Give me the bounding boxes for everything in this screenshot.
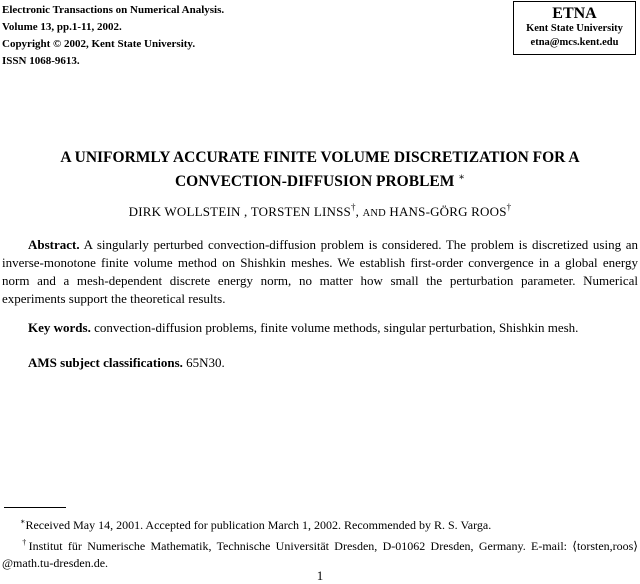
keywords-text: convection-diffusion problems, finite volume methods, singular perturbation, Shishkin mesh. xyxy=(94,320,579,335)
title-line-2-text: CONVECTION-DIFFUSION PROBLEM xyxy=(174,173,455,190)
paper-title xyxy=(0,148,640,192)
etna-box xyxy=(513,1,636,55)
title-line-1: A UNIFORMLY ACCURATE FINITE VOLUME DISCRETIZATION FOR A xyxy=(60,149,580,166)
footnote-received xyxy=(2,513,638,534)
author-separator: , xyxy=(355,204,360,219)
footnotes xyxy=(2,513,638,572)
journal-copyright: Copyright © 2002, Kent State University. xyxy=(2,38,196,50)
journal-volume: Volume 13, pp.1-11, 2002. xyxy=(2,21,122,33)
title-footnote-mark: ∗ xyxy=(458,172,466,183)
author-list xyxy=(0,202,640,220)
abstract-label: Abstract. xyxy=(28,237,80,252)
footnote-rule xyxy=(4,507,66,508)
keywords xyxy=(28,320,578,336)
footnote-received-mark: ∗ xyxy=(20,517,26,526)
title-line-2 xyxy=(0,168,640,192)
abstract-text: A singularly perturbed convection-diffusion problem is considered. The problem is discretized using an inverse-monotone finite volume method on Shishkin meshes. We establish first-order convergence in a global energy norm and a mesh-dependent discrete energy norm, no matter how small the perturbation parameter. Numerical experiments support the theoretical results. xyxy=(2,237,638,306)
page-number: 1 xyxy=(316,568,324,583)
author-roos: HANS-GÖRG ROOS xyxy=(389,204,507,219)
journal-issn: ISSN 1068-9613. xyxy=(2,55,80,67)
ams-classification xyxy=(28,355,225,371)
etna-title: ETNA xyxy=(552,5,597,22)
keywords-label: Key words. xyxy=(28,320,91,335)
author-wollstein: DIRK WOLLSTEIN , xyxy=(128,204,248,219)
abstract xyxy=(2,236,638,308)
author-and: AND xyxy=(362,208,386,219)
footnote-affiliation xyxy=(2,534,638,572)
journal-name: Electronic Transactions on Numerical Analysis. xyxy=(2,4,225,16)
journal-info xyxy=(2,2,224,70)
author-linss-mark: † xyxy=(350,202,356,212)
footnote-affiliation-mark: † xyxy=(20,538,29,547)
author-linss: TORSTEN LINSS xyxy=(250,204,351,219)
footnote-affiliation-text: Institut für Numerische Mathematik, Technische Universität Dresden, D-01062 Dresden, Germany. E-mail: ⟨torsten,roos⟩@math.tu-dresden.de. xyxy=(2,539,638,570)
etna-university: Kent State University xyxy=(526,23,623,34)
ams-label: AMS subject classifications. xyxy=(28,355,183,370)
author-roos-mark: † xyxy=(506,202,512,212)
ams-text: 65N30. xyxy=(186,355,225,370)
etna-email: etna@mcs.kent.edu xyxy=(530,37,619,48)
footnote-received-text: Received May 14, 2001. Accepted for publication March 1, 2002. Recommended by R. S. Varga. xyxy=(25,518,492,532)
